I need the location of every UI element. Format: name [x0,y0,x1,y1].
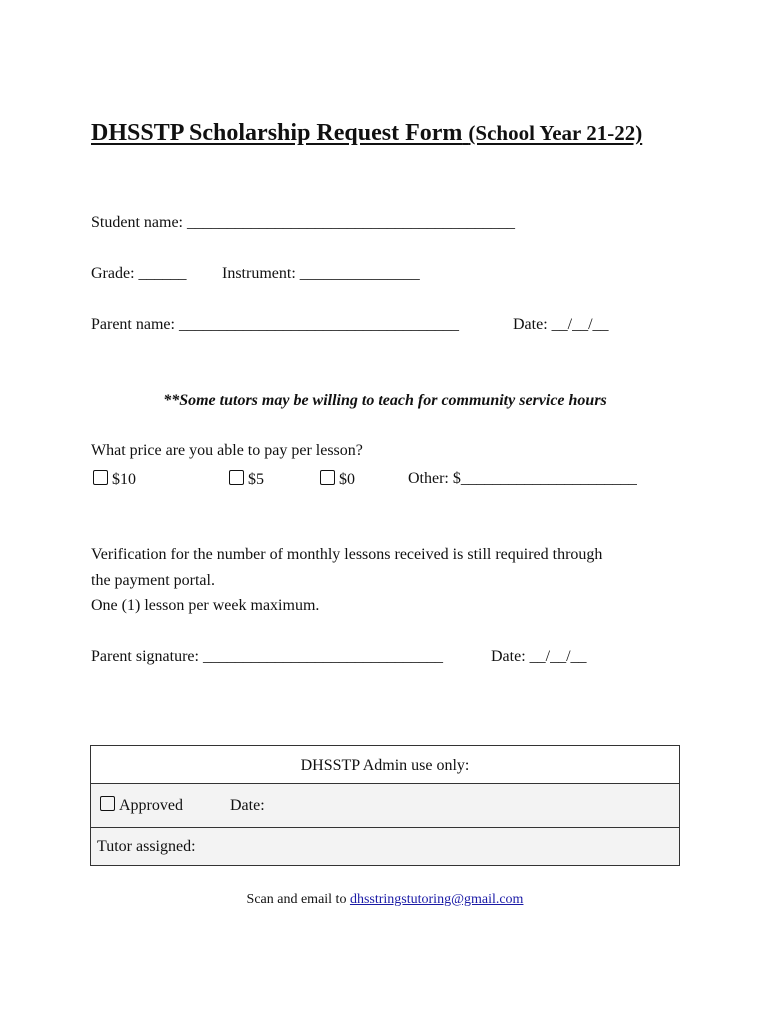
date-field[interactable]: Date: __/__/__ [513,316,609,333]
lesson-limit-text: One (1) lesson per week maximum. [91,597,320,614]
price-option-5[interactable] [229,470,264,489]
admin-tutor-row [91,827,679,865]
approved-label: Approved [119,797,183,814]
parent-signature-field[interactable]: Parent signature: ______________________________ [91,648,443,665]
instrument-field[interactable]: Instrument: _______________ [222,265,420,282]
checkbox-icon[interactable] [100,796,115,811]
signature-date-field[interactable]: Date: __/__/__ [491,648,587,665]
verification-line-2: the payment portal. [91,572,215,589]
form-title [91,120,642,147]
price-other-field[interactable]: Other: $______________________ [408,470,637,487]
price-question: What price are you able to pay per lesson? [91,442,363,459]
email-link[interactable]: dhsstringstutoring@gmail.com [349,892,524,907]
approved-option[interactable] [100,796,183,815]
price-option-label: $0 [339,471,355,488]
admin-box [90,745,680,866]
admin-date-label: Date: [230,797,265,814]
community-service-note: **Some tutors may be willing to teach for community service hours [163,392,607,409]
price-option-label: $10 [112,471,136,488]
student-name-field[interactable]: Student name: _________________________________________ [91,214,515,231]
admin-heading: DHSSTP Admin use only: [300,757,470,774]
checkbox-icon[interactable] [93,470,108,485]
form-title-sub: (School Year 21-22) [468,121,643,145]
admin-approval-row [91,783,679,827]
checkbox-icon[interactable] [229,470,244,485]
tutor-assigned-label: Tutor assigned: [97,838,196,855]
price-option-0[interactable] [320,470,355,489]
footer-instructions [0,892,770,908]
footer-prefix: Scan and email to [246,892,350,907]
parent-name-field[interactable]: Parent name: ___________________________________ [91,316,459,333]
price-option-label: $5 [248,471,264,488]
verification-line-1: Verification for the number of monthly lessons received is still required through [91,546,603,563]
form-title-main: DHSSTP Scholarship Request Form [91,120,463,146]
price-option-10[interactable] [93,470,136,489]
grade-field[interactable]: Grade: ______ [91,265,187,282]
checkbox-icon[interactable] [320,470,335,485]
